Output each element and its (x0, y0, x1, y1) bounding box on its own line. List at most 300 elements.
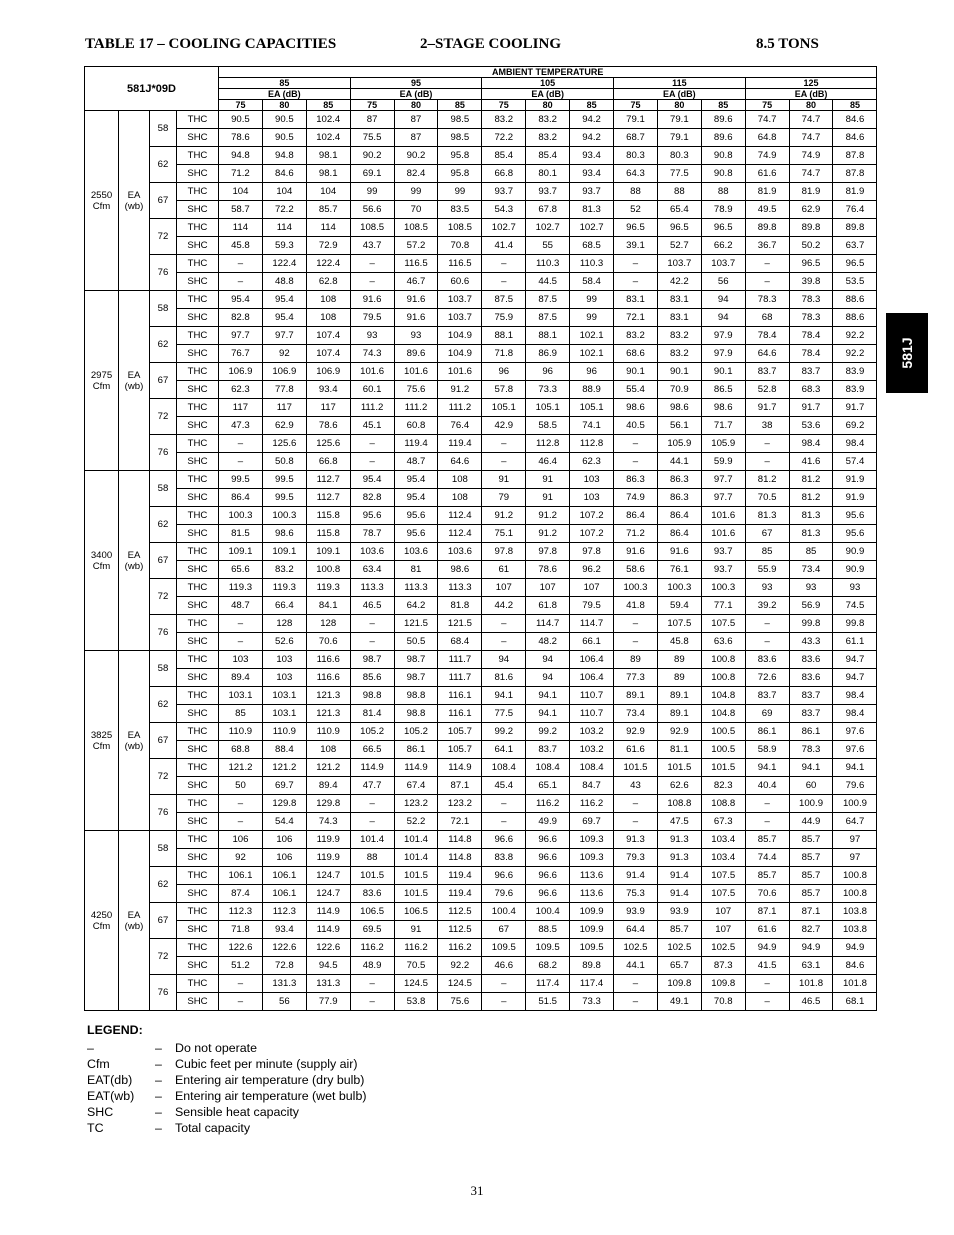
table-row (85, 237, 877, 255)
capacity-value: 52.7 (657, 237, 701, 255)
capacity-value: – (219, 615, 263, 633)
table-row (85, 723, 877, 741)
capacity-value: 129.8 (262, 795, 306, 813)
capacity-type: THC (177, 867, 219, 885)
capacity-value: 97.9 (701, 345, 745, 363)
capacity-value: 99 (394, 183, 438, 201)
capacity-value: 108.4 (570, 759, 614, 777)
capacity-value: – (482, 453, 526, 471)
legend-item (87, 1072, 487, 1088)
capacity-type: THC (177, 579, 219, 597)
airflow-unit: Cfm (92, 200, 111, 212)
capacity-value: 81.9 (789, 183, 833, 201)
capacity-value: 114.9 (438, 759, 482, 777)
legend-desc: Sensible heat capacity (175, 1105, 299, 1119)
legend-key: TC (87, 1121, 104, 1135)
ea-db-label: EA (dB) (614, 89, 746, 100)
capacity-value: 88 (657, 183, 701, 201)
capacity-value: 86.3 (657, 489, 701, 507)
capacity-value: 94.9 (833, 939, 877, 957)
capacity-value: 42.2 (657, 273, 701, 291)
capacity-value: 100.3 (657, 579, 701, 597)
capacity-value: 110.3 (526, 255, 570, 273)
capacity-value: 105.7 (438, 723, 482, 741)
capacity-value: 106.9 (219, 363, 263, 381)
capacity-value: 101.6 (701, 507, 745, 525)
capacity-value: 93.9 (614, 903, 658, 921)
capacity-value: 90.9 (833, 543, 877, 561)
capacity-value: 96.6 (526, 849, 570, 867)
capacity-value: 91 (526, 489, 570, 507)
ea-db-value: 80 (789, 100, 833, 111)
capacity-value: 116.6 (306, 669, 350, 687)
capacity-type: THC (177, 759, 219, 777)
capacity-value: 90.1 (701, 363, 745, 381)
capacity-value: 91.9 (833, 471, 877, 489)
capacity-value: 68.4 (438, 633, 482, 651)
capacity-value: – (745, 813, 789, 831)
capacity-value: 116.2 (570, 795, 614, 813)
table-row (85, 129, 877, 147)
capacity-value: 89.8 (745, 219, 789, 237)
table-row (85, 597, 877, 615)
capacity-value: 124.5 (438, 975, 482, 993)
capacity-value: 103.2 (570, 723, 614, 741)
capacity-value: 54.4 (262, 813, 306, 831)
capacity-value: 64.2 (394, 597, 438, 615)
capacity-value: 82.8 (350, 489, 394, 507)
ea-wb-label (119, 291, 150, 471)
legend-key: EAT(wb) (87, 1089, 135, 1103)
capacity-value: 91.3 (657, 831, 701, 849)
capacity-value: 95.6 (833, 507, 877, 525)
capacity-value: 110.7 (570, 705, 614, 723)
capacity-value: – (745, 453, 789, 471)
capacity-value: 94.7 (833, 651, 877, 669)
capacity-value: 53.8 (394, 993, 438, 1011)
capacity-value: 100.3 (219, 507, 263, 525)
capacity-value: 89 (657, 651, 701, 669)
capacity-value: 112.5 (438, 903, 482, 921)
capacity-value: 108 (438, 471, 482, 489)
capacity-value: 128 (306, 615, 350, 633)
capacity-value: – (350, 813, 394, 831)
capacity-value: – (350, 255, 394, 273)
capacity-value: 89.6 (701, 129, 745, 147)
capacity-value: 104 (219, 183, 263, 201)
capacity-value: 85.7 (789, 831, 833, 849)
capacity-value: 46.4 (526, 453, 570, 471)
capacity-value: 81.9 (745, 183, 789, 201)
table-row (85, 327, 877, 345)
capacity-value: 76.4 (833, 201, 877, 219)
wet-bulb-temp: 58 (150, 291, 177, 327)
capacity-value: 86.1 (789, 723, 833, 741)
capacity-value: 91 (482, 471, 526, 489)
capacity-value: 109.3 (570, 831, 614, 849)
airflow-unit: Cfm (92, 740, 111, 752)
table-row (85, 417, 877, 435)
capacity-value: 112.5 (438, 921, 482, 939)
capacity-value: 50.5 (394, 633, 438, 651)
airflow-cfm (85, 471, 119, 651)
capacity-value: 115.8 (306, 507, 350, 525)
capacity-value: 90.2 (350, 147, 394, 165)
capacity-value: 91.2 (482, 507, 526, 525)
capacity-value: 57.4 (833, 453, 877, 471)
capacity-value: 76.4 (438, 417, 482, 435)
legend-dash: – (155, 1105, 162, 1119)
wet-bulb-temp: 62 (150, 687, 177, 723)
capacity-value: 89.8 (833, 219, 877, 237)
capacity-value: 43.3 (789, 633, 833, 651)
capacity-value: 103 (262, 651, 306, 669)
ea-db-value: 75 (219, 100, 263, 111)
capacity-value: 98.7 (350, 651, 394, 669)
capacity-value: 75.1 (482, 525, 526, 543)
capacity-value: 94.1 (833, 759, 877, 777)
wet-bulb-temp: 72 (150, 579, 177, 615)
table-row (85, 291, 877, 309)
capacity-type: THC (177, 327, 219, 345)
capacity-value: 44.1 (614, 957, 658, 975)
capacity-value: – (745, 975, 789, 993)
capacity-type: SHC (177, 597, 219, 615)
capacity-value: 83.9 (833, 381, 877, 399)
capacity-value: 109.9 (570, 921, 614, 939)
capacity-value: 119.4 (438, 435, 482, 453)
capacity-value: 65.6 (219, 561, 263, 579)
capacity-value: 83.5 (438, 201, 482, 219)
capacity-value: 92.9 (657, 723, 701, 741)
ea-label: EA (127, 369, 141, 381)
capacity-value: 82.7 (789, 921, 833, 939)
capacity-value: 108 (306, 309, 350, 327)
capacity-value: 114.8 (438, 849, 482, 867)
capacity-value: 74.3 (350, 345, 394, 363)
capacity-value: – (614, 975, 658, 993)
ea-db-value: 80 (526, 100, 570, 111)
capacity-value: 85.7 (745, 831, 789, 849)
table-row (85, 273, 877, 291)
capacity-value: 81.3 (570, 201, 614, 219)
capacity-value: 91.6 (350, 291, 394, 309)
airflow-unit: Cfm (92, 920, 111, 932)
capacity-value: 70.9 (657, 381, 701, 399)
capacity-value: 94.8 (219, 147, 263, 165)
capacity-value: 61.8 (526, 597, 570, 615)
wet-bulb-temp: 72 (150, 759, 177, 795)
capacity-value: 122.6 (219, 939, 263, 957)
capacity-value: 83.7 (526, 741, 570, 759)
capacity-value: 101.4 (350, 831, 394, 849)
tons-title: 8.5 TONS (756, 36, 819, 52)
capacity-value: 81.9 (833, 183, 877, 201)
capacity-value: 46.6 (482, 957, 526, 975)
capacity-value: 72.1 (438, 813, 482, 831)
capacity-value: 95.6 (350, 507, 394, 525)
capacity-value: 79.6 (833, 777, 877, 795)
capacity-value: 125.6 (306, 435, 350, 453)
capacity-value: 94.9 (745, 939, 789, 957)
capacity-value: 95.6 (394, 525, 438, 543)
capacity-value: 102.5 (701, 939, 745, 957)
table-row (85, 975, 877, 993)
capacity-value: 116.2 (526, 795, 570, 813)
capacity-value: 91.6 (657, 543, 701, 561)
capacity-value: 103.7 (438, 309, 482, 327)
table-row (85, 759, 877, 777)
capacity-value: 107.5 (657, 615, 701, 633)
capacity-value: 91.9 (833, 489, 877, 507)
capacity-value: 91.7 (833, 399, 877, 417)
capacity-value: 91.4 (614, 867, 658, 885)
capacity-value: 81.5 (219, 525, 263, 543)
capacity-value: 84.6 (833, 111, 877, 129)
legend-desc: Cubic feet per minute (supply air) (175, 1057, 358, 1071)
capacity-value: 74.3 (306, 813, 350, 831)
capacity-value: 41.5 (745, 957, 789, 975)
capacity-value: 78.9 (701, 201, 745, 219)
capacity-value: 101.5 (657, 759, 701, 777)
capacity-value: 85.4 (526, 147, 570, 165)
capacity-value: 110.9 (219, 723, 263, 741)
capacity-value: 112.7 (306, 489, 350, 507)
capacity-value: 113.3 (394, 579, 438, 597)
capacity-value: 87.5 (482, 291, 526, 309)
capacity-value: 87 (350, 111, 394, 129)
capacity-value: 72.6 (745, 669, 789, 687)
capacity-value: 93.4 (570, 165, 614, 183)
capacity-value: 45.8 (219, 237, 263, 255)
capacity-value: – (745, 255, 789, 273)
capacity-value: 103.6 (350, 543, 394, 561)
table-row (85, 615, 877, 633)
capacity-value: 94.2 (570, 111, 614, 129)
capacity-value: 107.5 (701, 867, 745, 885)
capacity-value: 81 (394, 561, 438, 579)
capacity-value: 68.2 (526, 957, 570, 975)
capacity-value: 44.5 (526, 273, 570, 291)
capacity-value: 77.8 (262, 381, 306, 399)
capacity-value: 94.1 (745, 759, 789, 777)
table-row (85, 255, 877, 273)
ea-label: EA (127, 729, 141, 741)
capacity-value: 98.6 (614, 399, 658, 417)
wet-bulb-temp: 67 (150, 543, 177, 579)
capacity-value: 107.5 (701, 885, 745, 903)
capacity-value: 91.3 (657, 849, 701, 867)
capacity-type: THC (177, 975, 219, 993)
capacity-value: 106.1 (262, 885, 306, 903)
capacity-value: 67.3 (701, 813, 745, 831)
capacity-value: 88.6 (833, 291, 877, 309)
capacity-type: SHC (177, 237, 219, 255)
capacity-value: 92.2 (833, 327, 877, 345)
capacity-value: 64.1 (482, 741, 526, 759)
capacity-value: 74.1 (570, 417, 614, 435)
capacity-value: 104 (306, 183, 350, 201)
capacity-value: 99.8 (789, 615, 833, 633)
capacity-value: 117 (306, 399, 350, 417)
capacity-value: 110.9 (262, 723, 306, 741)
capacity-value: 108.5 (438, 219, 482, 237)
capacity-value: 88.9 (570, 381, 614, 399)
capacity-value: 96.5 (657, 219, 701, 237)
capacity-value: – (482, 633, 526, 651)
capacity-value: 101.5 (350, 867, 394, 885)
capacity-value: – (350, 993, 394, 1011)
capacity-value: 121.5 (394, 615, 438, 633)
capacity-value: 94.1 (482, 687, 526, 705)
capacity-value: 70.5 (394, 957, 438, 975)
capacity-value: 97.8 (482, 543, 526, 561)
capacity-value: 85 (789, 543, 833, 561)
capacity-value: 103.6 (394, 543, 438, 561)
capacity-value: 90.1 (657, 363, 701, 381)
capacity-value: 105.2 (350, 723, 394, 741)
capacity-value: 121.2 (262, 759, 306, 777)
capacity-value: 119.4 (438, 867, 482, 885)
capacity-value: 111.7 (438, 669, 482, 687)
capacity-value: 67 (745, 525, 789, 543)
capacity-value: 101.6 (394, 363, 438, 381)
capacity-value: 74.7 (745, 111, 789, 129)
capacity-value: 85.7 (789, 867, 833, 885)
capacity-value: 50.8 (262, 453, 306, 471)
capacity-value: 75.3 (614, 885, 658, 903)
capacity-value: 112.8 (526, 435, 570, 453)
capacity-value: 65.7 (657, 957, 701, 975)
capacity-value: 78.4 (789, 327, 833, 345)
table-row (85, 507, 877, 525)
capacity-value: 116.2 (350, 939, 394, 957)
capacity-value: 100.3 (262, 507, 306, 525)
capacity-value: 76.7 (219, 345, 263, 363)
capacity-type: THC (177, 507, 219, 525)
capacity-value: 86.1 (745, 723, 789, 741)
wet-bulb-temp: 72 (150, 399, 177, 435)
capacity-value: 96.6 (482, 831, 526, 849)
capacity-value: – (614, 813, 658, 831)
capacity-value: 83.2 (526, 111, 570, 129)
capacity-value: 44.1 (657, 453, 701, 471)
capacity-value: 63.7 (833, 237, 877, 255)
capacity-value: 96.6 (482, 867, 526, 885)
capacity-value: – (614, 993, 658, 1011)
capacity-value: 104.8 (701, 687, 745, 705)
capacity-value: 102.1 (570, 327, 614, 345)
capacity-value: 84.6 (262, 165, 306, 183)
capacity-value: 67.4 (394, 777, 438, 795)
table-row (85, 705, 877, 723)
capacity-value: 119.4 (438, 885, 482, 903)
capacity-value: 68.3 (789, 381, 833, 399)
capacity-value: 81.2 (789, 489, 833, 507)
capacity-value: 40.5 (614, 417, 658, 435)
capacity-value: 53.6 (789, 417, 833, 435)
capacity-value: 83.8 (482, 849, 526, 867)
capacity-value: – (614, 453, 658, 471)
capacity-value: 86.1 (394, 741, 438, 759)
capacity-value: 103 (570, 471, 614, 489)
capacity-value: 85.4 (482, 147, 526, 165)
capacity-value: 68.1 (833, 993, 877, 1011)
table-row (85, 957, 877, 975)
ambient-temp: 85 (219, 78, 351, 89)
capacity-value: 87.8 (833, 147, 877, 165)
capacity-value: 93.7 (701, 561, 745, 579)
capacity-value: 46.5 (350, 597, 394, 615)
capacity-value: 83.2 (526, 129, 570, 147)
capacity-value: 100.8 (833, 885, 877, 903)
capacity-value: 84.1 (306, 597, 350, 615)
capacity-value: 107.5 (701, 615, 745, 633)
capacity-value: 102.5 (657, 939, 701, 957)
table-row (85, 885, 877, 903)
capacity-value: 91.2 (526, 525, 570, 543)
table-row (85, 147, 877, 165)
capacity-value: 55.9 (745, 561, 789, 579)
capacity-value: 83.7 (789, 363, 833, 381)
capacity-value: 88.1 (526, 327, 570, 345)
capacity-value: 83.2 (614, 327, 658, 345)
ea-wb-label (119, 111, 150, 291)
capacity-value: 94 (526, 669, 570, 687)
capacity-value: 88.1 (482, 327, 526, 345)
capacity-value: 89 (657, 669, 701, 687)
capacity-value: 69 (745, 705, 789, 723)
capacity-value: 85 (219, 705, 263, 723)
header-row-ambient (85, 67, 877, 78)
capacity-value: 72.9 (306, 237, 350, 255)
capacity-value: 83.2 (262, 561, 306, 579)
capacity-value: 107.4 (306, 345, 350, 363)
capacity-value: 101.8 (789, 975, 833, 993)
table-row (85, 993, 877, 1011)
capacity-value: 77.1 (701, 597, 745, 615)
capacity-value: 106.9 (306, 363, 350, 381)
capacity-value: 114.9 (306, 903, 350, 921)
capacity-value: 94.9 (789, 939, 833, 957)
capacity-value: 102.4 (306, 129, 350, 147)
capacity-value: 109.1 (262, 543, 306, 561)
table-row (85, 687, 877, 705)
table-row (85, 525, 877, 543)
capacity-value: 101.5 (394, 885, 438, 903)
capacity-value: 96 (482, 363, 526, 381)
capacity-value: 91 (526, 471, 570, 489)
capacity-value: 98.7 (394, 651, 438, 669)
ea-db-value: 85 (570, 100, 614, 111)
capacity-value: 91.7 (745, 399, 789, 417)
cooling-capacity-table (84, 66, 877, 1011)
capacity-value: – (350, 795, 394, 813)
capacity-type: SHC (177, 705, 219, 723)
capacity-value: 83.1 (614, 291, 658, 309)
capacity-value: 89.1 (657, 687, 701, 705)
capacity-value: 88.5 (526, 921, 570, 939)
capacity-value: 80.3 (614, 147, 658, 165)
capacity-type: THC (177, 435, 219, 453)
capacity-value: 98.4 (833, 687, 877, 705)
capacity-type: THC (177, 543, 219, 561)
capacity-value: 51.5 (526, 993, 570, 1011)
capacity-value: 116.2 (394, 939, 438, 957)
capacity-value: – (745, 435, 789, 453)
capacity-value: 53.5 (833, 273, 877, 291)
capacity-value: 92.2 (833, 345, 877, 363)
